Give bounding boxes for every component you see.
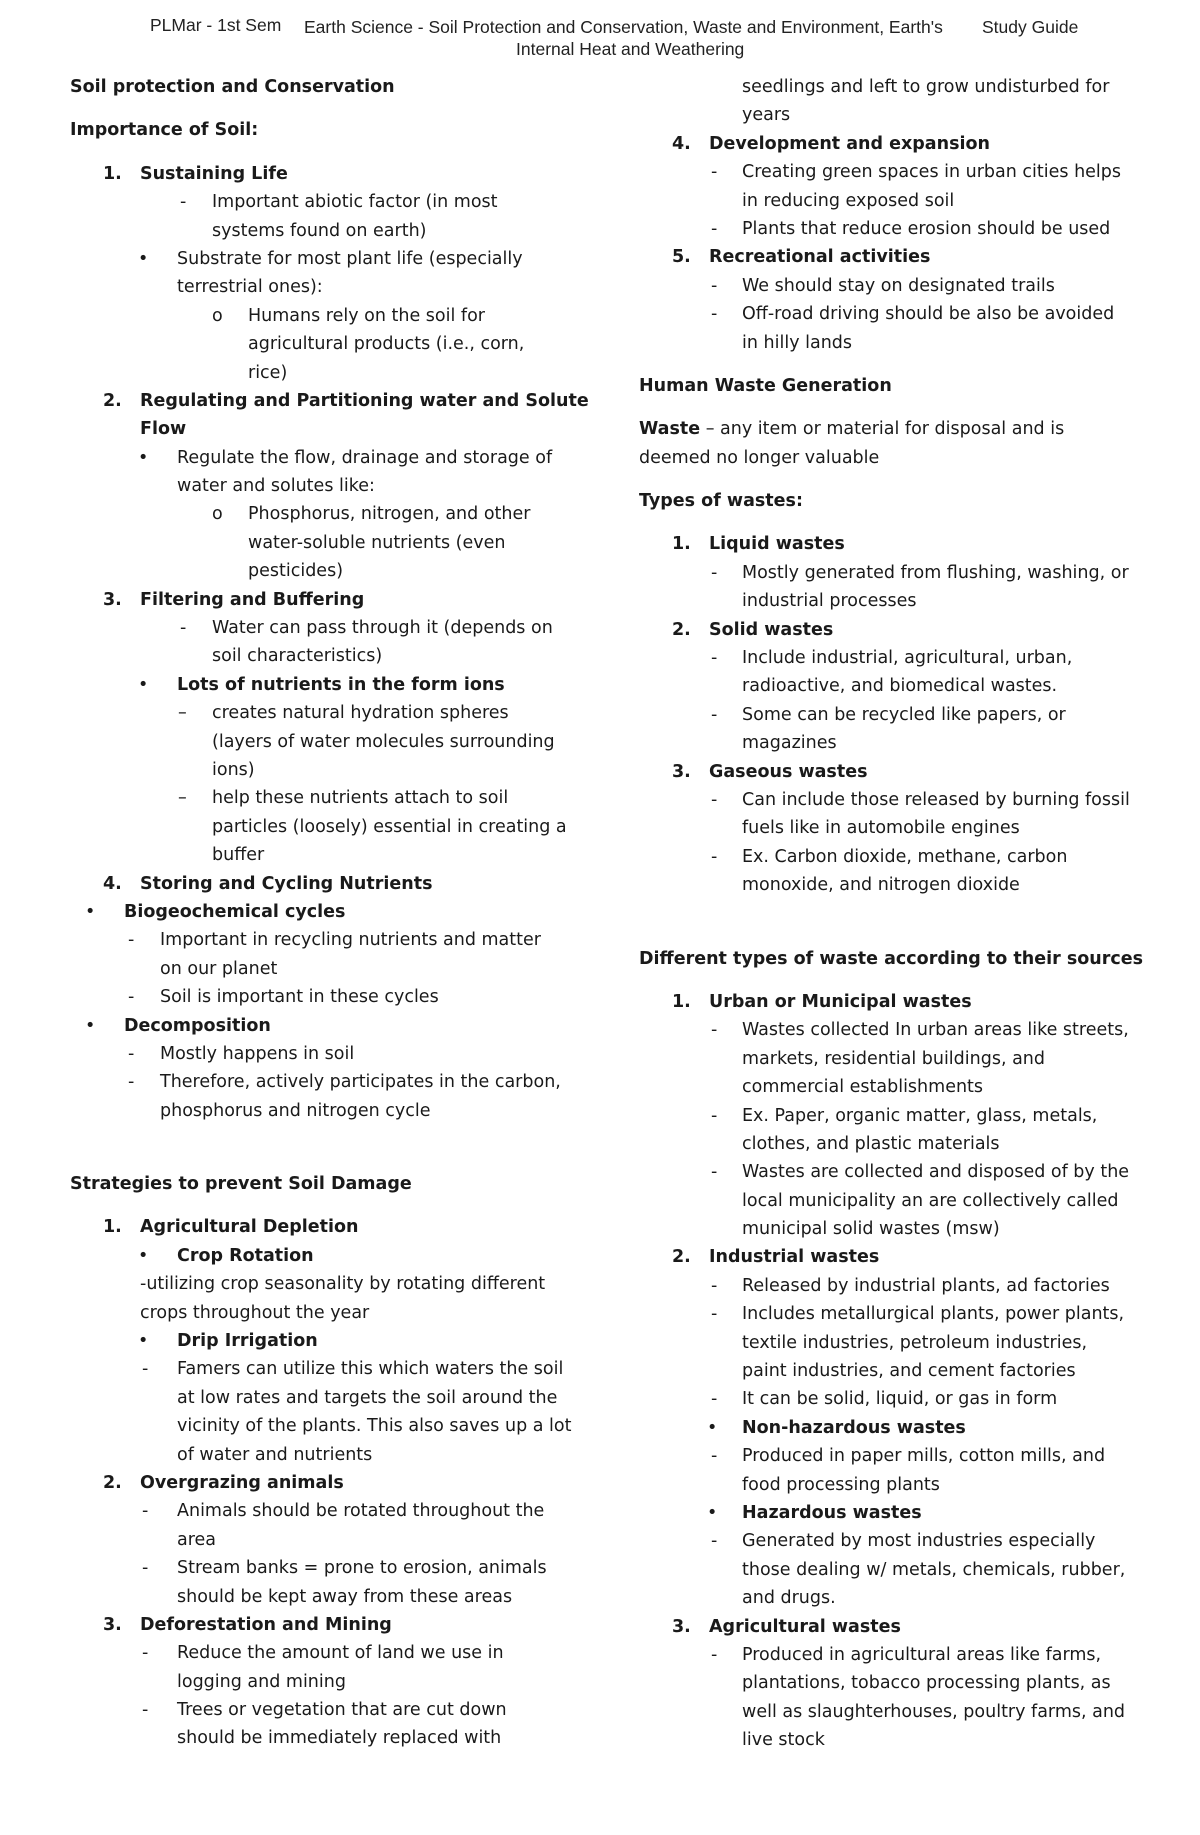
text-line [70, 1384, 590, 1412]
text-line [70, 245, 590, 273]
text-line [70, 1412, 590, 1440]
text-line [639, 1357, 1159, 1385]
bullet-marker: - [711, 562, 718, 583]
bullet-marker: • [85, 1015, 96, 1036]
text-line [70, 444, 590, 472]
spacer [70, 101, 590, 116]
text-line [70, 1299, 590, 1327]
line-text: Includes metallurgical plants, power plants, [742, 1304, 1125, 1325]
text-line [70, 614, 590, 642]
text-line [70, 1724, 590, 1752]
text-line [70, 756, 590, 784]
line-text: Generated by most industries especially [742, 1531, 1096, 1552]
text-line [639, 1442, 1159, 1470]
line-text: Storing and Cycling Nutrients [140, 873, 433, 894]
line-text: Stream banks = prone to erosion, animals [177, 1558, 547, 1579]
text-line [639, 329, 1159, 357]
bullet-marker: • [707, 1417, 718, 1438]
text-line [70, 1327, 590, 1355]
list-number: 1. [103, 163, 122, 184]
bullet-marker: - [711, 1531, 718, 1552]
line-text: area [177, 1529, 217, 1550]
bullet-marker: • [85, 901, 96, 922]
line-text: Produced in paper mills, cotton mills, and [742, 1446, 1106, 1467]
line-text: vicinity of the plants. This also saves up a lot [177, 1416, 572, 1437]
bullet-marker: • [138, 447, 149, 468]
text-line [639, 814, 1159, 842]
text-line [70, 1213, 590, 1241]
line-text: in reducing exposed soil [742, 190, 955, 211]
text-line [639, 1102, 1159, 1130]
bullet-marker: • [138, 1245, 149, 1266]
spacer [70, 145, 590, 160]
text-line [639, 1243, 1159, 1271]
text-line [70, 1068, 590, 1096]
line-text: Recreational activities [709, 247, 931, 268]
line-text: should be immediately replaced with [177, 1728, 502, 1749]
text-line [639, 1158, 1159, 1186]
line-text: plantations, tobacco processing plants, as [742, 1673, 1111, 1694]
list-number: 3. [103, 1614, 122, 1635]
text-line [70, 387, 590, 415]
text-line [70, 955, 590, 983]
text-line [639, 1613, 1159, 1641]
header-title-line1: Earth Science - Soil Protection and Conservation, Waste and Environment, Earth's [304, 17, 943, 37]
line-text: Gaseous wastes [709, 761, 868, 782]
text-line [639, 158, 1159, 186]
line-text: creates natural hydration spheres [212, 703, 509, 724]
line-text: Non-hazardous wastes [742, 1417, 966, 1438]
bullet-marker: - [711, 1304, 718, 1325]
line-text: (layers of water molecules surrounding [212, 731, 555, 752]
text-line [70, 642, 590, 670]
bullet-marker: - [711, 704, 718, 725]
text-line [70, 1639, 590, 1667]
line-text: Can include those released by burning fossil [742, 789, 1130, 810]
list-number: 3. [672, 761, 691, 782]
text-line [70, 1270, 590, 1298]
section-heading [70, 116, 590, 144]
text-line [639, 1414, 1159, 1442]
text-line [639, 701, 1159, 729]
bullet-marker: - [142, 1700, 149, 1721]
line-text: Soil is important in these cycles [160, 987, 439, 1008]
line-text: magazines [742, 733, 837, 754]
line-text: agricultural products (i.e., corn, [248, 334, 525, 355]
text-line [639, 644, 1159, 672]
text-line [639, 215, 1159, 243]
bullet-marker: - [711, 1275, 718, 1296]
line-text: Strategies to prevent Soil Damage [70, 1174, 412, 1195]
line-text: Wastes are collected and disposed of by the [742, 1162, 1130, 1183]
line-text: Therefore, actively participates in the carbon, [160, 1072, 561, 1093]
bullet-marker: - [711, 162, 718, 183]
line-text: Include industrial, agricultural, urban, [742, 648, 1073, 669]
text-line [70, 1696, 590, 1724]
text-line [639, 272, 1159, 300]
line-text: deemed no longer valuable [639, 447, 880, 468]
line-text: buffer [212, 845, 265, 866]
bullet-marker: - [711, 218, 718, 239]
line-text: Drip Irrigation [177, 1331, 318, 1352]
line-text: municipal solid wastes (msw) [742, 1219, 1000, 1240]
bullet-marker: - [711, 789, 718, 810]
section-heading [70, 415, 590, 443]
text-line [70, 671, 590, 699]
line-text: Liquid wastes [709, 534, 845, 555]
line-text: Important abiotic factor (in most [212, 192, 498, 213]
text-line [639, 1499, 1159, 1527]
line-text: Industrial wastes [709, 1247, 880, 1268]
line-text: It can be solid, liquid, or gas in form [742, 1389, 1058, 1410]
text-line [639, 1187, 1159, 1215]
text-line [639, 530, 1159, 558]
bullet-marker: - [142, 1643, 149, 1664]
text-line [639, 1584, 1159, 1612]
text-line [639, 786, 1159, 814]
line-text: Types of wastes: [639, 491, 803, 512]
line-text: Creating green spaces in urban cities helps [742, 162, 1122, 183]
line-text: We should stay on designated trails [742, 275, 1055, 296]
bullet-marker: - [128, 1072, 135, 1093]
text-line [639, 1471, 1159, 1499]
bullet-marker: - [711, 1644, 718, 1665]
section-heading [639, 487, 1159, 515]
text-line [639, 300, 1159, 328]
line-text: Sustaining Life [140, 163, 288, 184]
line-text: water-soluble nutrients (even [248, 532, 506, 553]
text-line [70, 1242, 590, 1270]
line-text: Some can be recycled like papers, or [742, 704, 1066, 725]
text-line [70, 1611, 590, 1639]
text-line [70, 1355, 590, 1383]
text-line [70, 217, 590, 245]
line-text: Importance of Soil: [70, 120, 259, 141]
line-text: those dealing w/ metals, chemicals, rubber, [742, 1559, 1126, 1580]
line-text: Important in recycling nutrients and matter [160, 930, 541, 951]
bullet-marker: - [711, 304, 718, 325]
text-line [639, 1016, 1159, 1044]
line-text: and drugs. [742, 1588, 836, 1609]
spacer [639, 357, 1159, 372]
bullet-marker: - [711, 846, 718, 867]
line-text: well as slaughterhouses, poultry farms, and [742, 1701, 1126, 1722]
bullet-marker: - [711, 275, 718, 296]
line-text: in hilly lands [742, 332, 853, 353]
line-text: Crop Rotation [177, 1245, 314, 1266]
list-number: 4. [103, 873, 122, 894]
line-text: Urban or Municipal wastes [709, 991, 972, 1012]
text-line [70, 728, 590, 756]
text-line [639, 1698, 1159, 1726]
line-text: Famers can utilize this which waters the soil [177, 1359, 564, 1380]
line-text: Flow [140, 419, 187, 440]
text-line [639, 1527, 1159, 1555]
text-line [70, 983, 590, 1011]
bullet-marker: • [138, 674, 149, 695]
text-line [639, 871, 1159, 899]
section-heading [70, 1170, 590, 1198]
list-number: 5. [672, 247, 691, 268]
line-text: particles (loosely) essential in creating a [212, 816, 567, 837]
line-text: paint industries, and cement factories [742, 1361, 1076, 1382]
bullet-marker: - [128, 930, 135, 951]
bullet-marker: • [707, 1502, 718, 1523]
bullet-marker: – [178, 703, 187, 724]
line-text: Lots of nutrients in the form ions [177, 674, 505, 695]
line-text: crops throughout the year [140, 1302, 370, 1323]
text-line [70, 926, 590, 954]
term-label: Waste [639, 419, 701, 440]
line-text: at low rates and targets the soil around the [177, 1387, 558, 1408]
line-text: Development and expansion [709, 133, 990, 154]
line-text: Regulate the flow, drainage and storage of [177, 447, 553, 468]
text-line [639, 616, 1159, 644]
text-line [639, 988, 1159, 1016]
text-line [639, 130, 1159, 158]
bullet-marker: o [212, 504, 223, 525]
line-text: Biogeochemical cycles [124, 901, 346, 922]
text-line [70, 359, 590, 387]
line-text: fuels like in automobile engines [742, 818, 1020, 839]
list-number: 3. [103, 589, 122, 610]
text-line [639, 1385, 1159, 1413]
text-line [70, 1097, 590, 1125]
spacer [70, 1125, 590, 1170]
text-line [639, 843, 1159, 871]
line-text: radioactive, and biomedical wastes. [742, 676, 1058, 697]
text-line [70, 870, 590, 898]
text-line [70, 1554, 590, 1582]
text-line [70, 699, 590, 727]
text-line [639, 415, 1159, 443]
text-line [639, 1669, 1159, 1697]
line-text: Produced in agricultural areas like farms, [742, 1644, 1102, 1665]
text-line [639, 559, 1159, 587]
text-line [639, 1130, 1159, 1158]
line-text: Substrate for most plant life (especially [177, 248, 523, 269]
line-text: industrial processes [742, 591, 917, 612]
line-text: Deforestation and Mining [140, 1614, 392, 1635]
text-line [639, 729, 1159, 757]
line-text: Decomposition [124, 1015, 271, 1036]
text-line [639, 1045, 1159, 1073]
text-line [70, 784, 590, 812]
bullet-marker: o [212, 305, 223, 326]
text-line [70, 1497, 590, 1525]
text-line [70, 188, 590, 216]
spacer [639, 900, 1159, 945]
text-line [70, 160, 590, 188]
text-line [639, 1329, 1159, 1357]
header-right-label: Study Guide [982, 17, 1079, 37]
bullet-marker: - [711, 1162, 718, 1183]
list-number: 2. [672, 1247, 691, 1268]
text-line [70, 529, 590, 557]
line-text: Different types of waste according to their sources [639, 948, 1144, 969]
line-text: should be kept away from these areas [177, 1586, 513, 1607]
text-line [70, 1040, 590, 1068]
line-text: help these nutrients attach to soil [212, 788, 509, 809]
section-heading [639, 945, 1159, 973]
bullet-marker: - [711, 1105, 718, 1126]
term-separator: – [700, 419, 721, 440]
line-text: Reduce the amount of land we use in [177, 1643, 504, 1664]
line-text: phosphorus and nitrogen cycle [160, 1100, 431, 1121]
text-line [639, 1641, 1159, 1669]
left-column [70, 73, 590, 1753]
text-line [639, 1556, 1159, 1584]
bullet-marker: - [711, 1020, 718, 1041]
line-text: Overgrazing animals [140, 1472, 344, 1493]
line-text: food processing plants [742, 1474, 940, 1495]
line-text: Humans rely on the soil for [248, 305, 485, 326]
header-left-label: PLMar - 1st Sem [150, 15, 282, 35]
line-text: -utilizing crop seasonality by rotating different [140, 1274, 546, 1295]
text-line [639, 758, 1159, 786]
list-number: 1. [103, 1217, 122, 1238]
line-text: markets, residential buildings, and [742, 1048, 1046, 1069]
term-definition: any item or material for disposal and is [720, 419, 1065, 440]
text-line [70, 841, 590, 869]
list-number: 1. [672, 534, 691, 555]
section-heading [639, 372, 1159, 400]
bullet-marker: - [128, 1043, 135, 1064]
right-column [639, 73, 1159, 1754]
line-text: Ex. Carbon dioxide, methane, carbon [742, 846, 1068, 867]
text-line [639, 672, 1159, 700]
line-text: Animals should be rotated throughout the [177, 1501, 545, 1522]
line-text: Water can pass through it (depends on [212, 618, 553, 639]
line-text: Mostly happens in soil [160, 1043, 355, 1064]
line-text: Plants that reduce erosion should be used [742, 218, 1111, 239]
line-text: Ex. Paper, organic matter, glass, metals, [742, 1105, 1098, 1126]
bullet-marker: - [711, 1446, 718, 1467]
bullet-marker: - [142, 1558, 149, 1579]
line-text: pesticides) [248, 561, 344, 582]
text-line [639, 1272, 1159, 1300]
spacer [639, 472, 1159, 487]
line-text: textile industries, petroleum industries, [742, 1332, 1088, 1353]
line-text: terrestrial ones): [177, 277, 323, 298]
bullet-marker: • [138, 248, 149, 269]
text-line [639, 1726, 1159, 1754]
line-text: clothes, and plastic materials [742, 1133, 1000, 1154]
text-line [639, 101, 1159, 129]
text-line [70, 898, 590, 926]
bullet-marker: - [180, 618, 187, 639]
text-line [70, 472, 590, 500]
line-text: Wastes collected In urban areas like streets, [742, 1020, 1129, 1041]
bullet-marker: • [138, 1331, 149, 1352]
spacer [70, 1198, 590, 1213]
header-title-line2: Internal Heat and Weathering [516, 39, 745, 59]
line-text: live stock [742, 1730, 825, 1751]
list-number: 1. [672, 991, 691, 1012]
line-text: of water and nutrients [177, 1444, 373, 1465]
text-line [70, 273, 590, 301]
bullet-marker: - [180, 192, 187, 213]
line-text [639, 415, 1064, 443]
line-text: Regulating and Partitioning water and Solute [140, 390, 589, 411]
line-text: commercial establishments [742, 1077, 984, 1098]
text-line [70, 302, 590, 330]
line-text: years [742, 105, 791, 126]
spacer [639, 515, 1159, 530]
line-text: water and solutes like: [177, 476, 375, 497]
line-text: Human Waste Generation [639, 375, 892, 396]
line-text: soil characteristics) [212, 646, 383, 667]
bullet-marker: - [711, 1389, 718, 1410]
bullet-marker: - [128, 987, 135, 1008]
spacer [639, 973, 1159, 988]
text-line [639, 73, 1159, 101]
list-number: 2. [103, 390, 122, 411]
text-line [70, 557, 590, 585]
line-text: seedlings and left to grow undisturbed for [742, 77, 1110, 97]
text-line [70, 330, 590, 358]
text-line [639, 1215, 1159, 1243]
text-line [70, 1583, 590, 1611]
line-text: Soil protection and Conservation [70, 77, 395, 97]
bullet-marker: – [178, 788, 187, 809]
text-line [639, 243, 1159, 271]
line-text: Released by industrial plants, ad factories [742, 1275, 1110, 1296]
line-text: Mostly generated from flushing, washing, or [742, 562, 1129, 583]
list-number: 3. [672, 1616, 691, 1637]
line-text: rice) [248, 362, 288, 383]
line-text: logging and mining [177, 1671, 346, 1692]
line-text: Off-road driving should be also be avoided [742, 304, 1115, 325]
line-text: Agricultural Depletion [140, 1217, 359, 1238]
text-line [70, 813, 590, 841]
list-number: 2. [103, 1472, 122, 1493]
text-line [70, 1441, 590, 1469]
line-text: Solid wastes [709, 619, 834, 640]
bullet-marker: - [142, 1501, 149, 1522]
text-line [639, 1300, 1159, 1328]
line-text: on our planet [160, 958, 278, 979]
line-text: local municipality an are collectively called [742, 1190, 1119, 1211]
text-line [70, 1469, 590, 1497]
line-text: systems found on earth) [212, 220, 427, 241]
line-text: Agricultural wastes [709, 1616, 901, 1637]
bullet-marker: - [142, 1359, 149, 1380]
text-line [639, 187, 1159, 215]
line-text: Hazardous wastes [742, 1502, 922, 1523]
text-line [70, 500, 590, 528]
line-text: ions) [212, 759, 255, 780]
text-line [70, 1668, 590, 1696]
line-text: Trees or vegetation that are cut down [177, 1700, 507, 1721]
line-text: monoxide, and nitrogen dioxide [742, 875, 1020, 896]
text-line [70, 586, 590, 614]
spacer [639, 400, 1159, 415]
bullet-marker: - [711, 648, 718, 669]
list-number: 2. [672, 619, 691, 640]
line-text: Filtering and Buffering [140, 589, 365, 610]
text-line [70, 1526, 590, 1554]
text-line [70, 1012, 590, 1040]
line-text: Phosphorus, nitrogen, and other [248, 504, 531, 525]
text-line [639, 587, 1159, 615]
text-line [639, 1073, 1159, 1101]
section-heading [70, 73, 590, 101]
list-number: 4. [672, 133, 691, 154]
text-line [639, 444, 1159, 472]
